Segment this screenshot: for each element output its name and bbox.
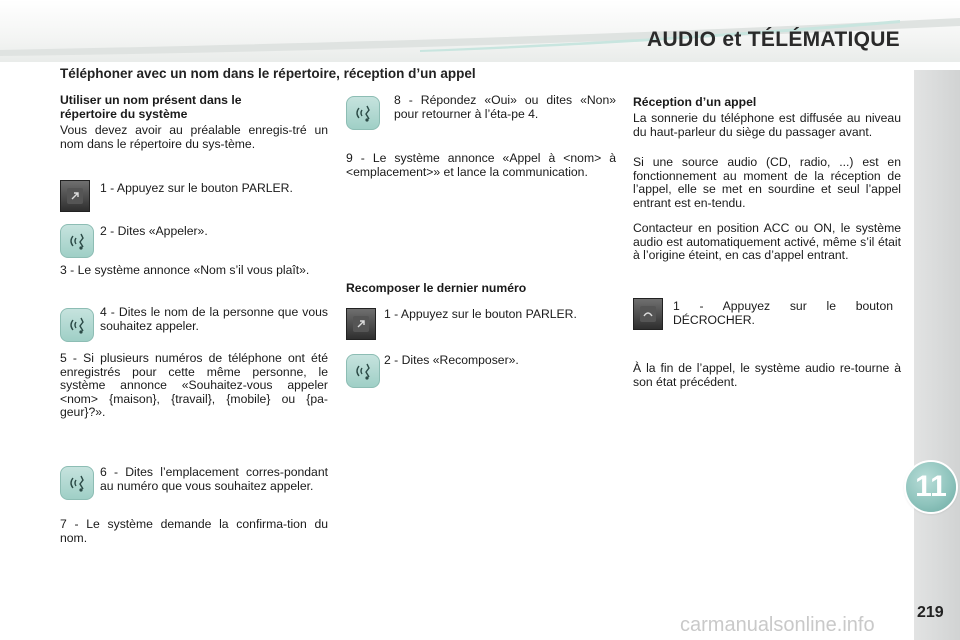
decrocher-button-icon [633,298,663,330]
side-band [914,70,960,640]
step-2: 2 - Dites «Appeler». [100,224,208,238]
subheading-directory: Utiliser un nom présent dans le répertoire du système [60,93,242,121]
section-title: AUDIO et TÉLÉMATIQUE [647,28,900,51]
intro-text: Vous devez avoir au préalable enregis-tré un nom dans le répertoire du sys-tème. [60,123,328,151]
voice-command-icon [60,224,94,258]
chapter-number: 11 [915,470,947,503]
chapter-tab[interactable] [906,462,956,512]
incoming-para-3: Contacteur en position ACC ou ON, le système audio est automatiquement activé, même s’il était à l’origine éteint, en cas d’appel entrant. [633,221,901,263]
parler-button-icon [346,308,376,340]
answer-step-1: 1 - Appuyez sur le bouton DÉCROCHER. [673,299,893,327]
after-call-text: À la fin de l’appel, le système audio re-tourne à son état précédent. [633,361,901,389]
step-7: 7 - Le système demande la confirma-tion du nom. [60,517,328,545]
incoming-para-2: Si une source audio (CD, radio, ...) est en fonctionnement au moment de la réception de l’appel, elle se met en sourdine et seul l’appel entrant est en-tendu. [633,155,901,210]
parler-button-icon [60,180,90,212]
page-number: 219 [917,604,944,621]
page-title: Téléphoner avec un nom dans le répertoire, réception d’un appel [60,66,476,81]
voice-command-icon [346,96,380,130]
step-5: 5 - Si plusieurs numéros de téléphone ont été enregistrés pour cette même personne, le système annonce «Souhaitez-vous appeler <nom> {maison}, {travail}, {mobile} ou {pa-geur}?». [60,351,328,420]
voice-command-icon [60,308,94,342]
incoming-para-1: La sonnerie du téléphone est diffusée au niveau du haut-parleur du siège du passager avant. [633,111,901,139]
step-1: 1 - Appuyez sur le bouton PARLER. [100,181,293,195]
subheading-redial: Recomposer le dernier numéro [346,281,527,295]
step-8: 8 - Répondez «Oui» ou dites «Non» pour retourner à l’éta-pe 4. [394,93,616,121]
voice-command-icon [60,466,94,500]
step-9: 9 - Le système annonce «Appel à <nom> à <emplacement>» et lance la communication. [346,151,616,179]
redial-step-2: 2 - Dites «Recomposer». [384,353,519,367]
redial-step-1: 1 - Appuyez sur le bouton PARLER. [384,307,577,321]
step-4: 4 - Dites le nom de la personne que vous souhaitez appeler. [100,305,328,333]
voice-command-icon [346,354,380,388]
watermark: carmanualsonline.info [680,614,875,636]
subheading-incoming-call: Réception d’un appel [633,95,757,109]
step-3: 3 - Le système annonce «Nom s’il vous plaît». [60,263,310,277]
step-6: 6 - Dites l’emplacement corres-pondant au numéro que vous souhaitez appeler. [100,465,328,493]
